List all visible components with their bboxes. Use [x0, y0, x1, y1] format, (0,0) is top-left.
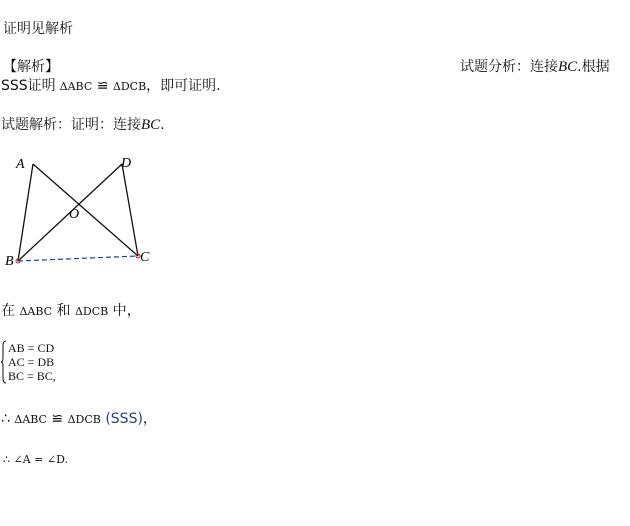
label-o: O [69, 207, 80, 222]
solution-intro-var: BC [141, 117, 161, 133]
in-tri2: ΔDCB [74, 305, 109, 318]
concl-tail: ， [142, 411, 157, 427]
therefore-symbol: ∴ [1, 411, 10, 427]
conclusion-angle: ∴ ∠A = ∠D. [3, 453, 69, 466]
concl-cong: ≌ [51, 411, 64, 427]
label-c: C [140, 250, 150, 265]
sss-tri2: ΔDCB [112, 80, 147, 93]
concl-tri2: ΔDCB [67, 413, 101, 426]
segment-ab [18, 164, 33, 261]
solution-intro [1, 116, 165, 134]
geometry-figure [0, 148, 170, 276]
label-a: A [16, 157, 25, 172]
sss-cong: ≌ [96, 78, 109, 94]
label-d: D [121, 156, 132, 171]
system-eq-1: AB = CD [8, 341, 55, 355]
in-tri1: ΔABC [19, 305, 53, 318]
label-b: B [5, 254, 14, 269]
solution-intro-text: 试题解析：证明：连接 [1, 117, 141, 133]
sss-line [1, 77, 221, 96]
concl-reason: (SSS) [105, 411, 143, 427]
conclusion-congruence [1, 410, 157, 429]
segment-ac [33, 164, 138, 256]
in-triangles-line [1, 302, 141, 321]
answer-text: 证明见解析 [3, 21, 73, 37]
sss-tri1: ΔABC [59, 80, 93, 93]
in-suffix: 中， [112, 303, 141, 319]
system-eq-3: BC = BC, [8, 369, 56, 383]
solution-intro-tail: . [160, 117, 165, 133]
segment-dc [122, 164, 138, 256]
analysis-hint-var: BC [558, 59, 578, 75]
analysis-hint-text: 试题分析：连接 [460, 59, 558, 75]
analysis-hint-tail: .根据 [577, 59, 610, 75]
sss-prefix: SSS证明 [1, 78, 56, 94]
analysis-hint [460, 58, 610, 76]
in-and: 和 [56, 303, 71, 319]
system-brace [1, 340, 7, 384]
system-eq-2: AC = DB [8, 355, 55, 369]
in-prefix: 在 [1, 303, 15, 319]
sss-suffix: ，即可证明. [146, 78, 221, 94]
analysis-header: 【解析】 [3, 59, 59, 75]
segment-bc-dashed [18, 256, 138, 261]
concl-tri1: ΔABC [14, 413, 47, 426]
